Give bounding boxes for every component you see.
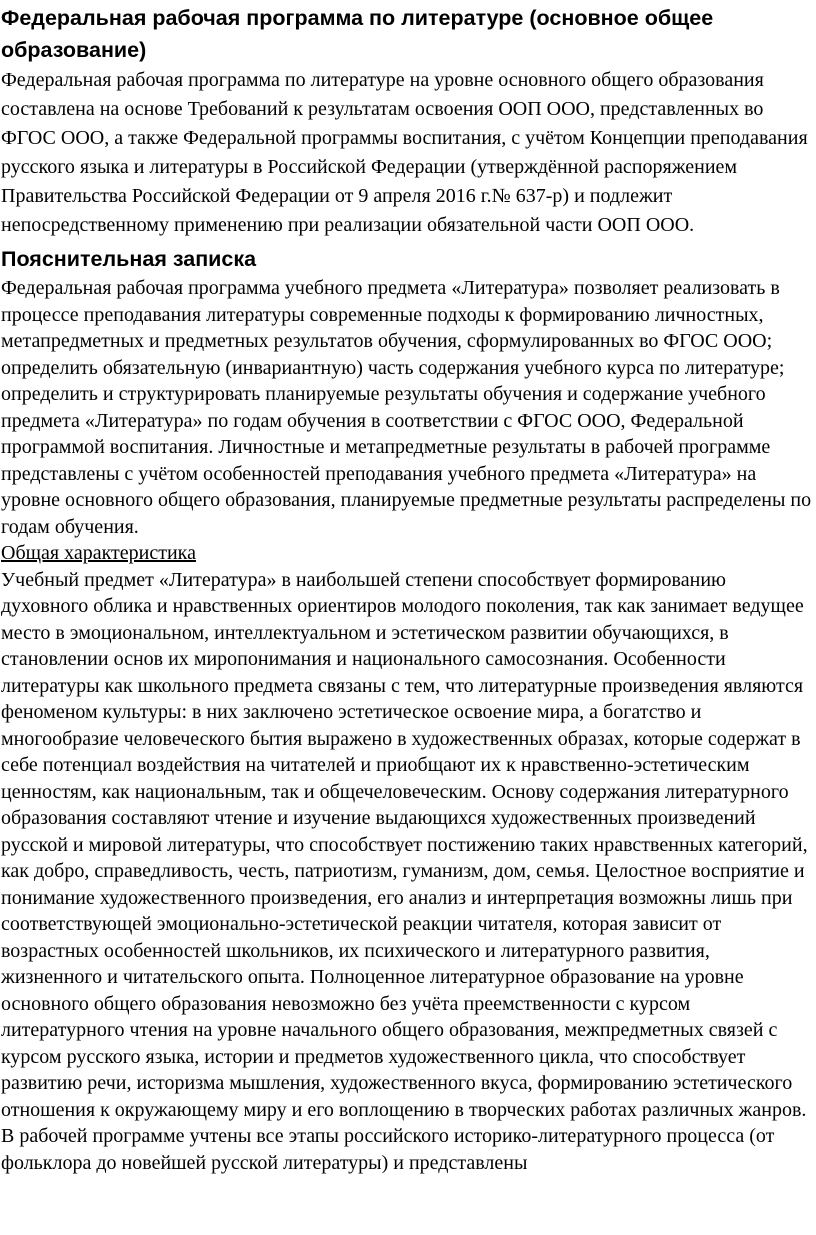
subsection-title: Общая характеристика <box>1 542 196 564</box>
section-title: Пояснительная записка <box>1 247 257 271</box>
subsection-paragraph: Учебный предмет «Литература» в наибольшей степени способствует формированию духовного облика и нравственных ориентиров молодого поколения, так как занимает ведущее место в эмоциональном, интеллектуальном и эстетическом развитии обучающихся, в становлении основ их миропонимания и национального самосознания. Особенности литературы как школьного предмета связаны с тем, что литературные произведения являются феноменом культуры: в них заключено эстетическое освоение мира, а богатство и многообразие человеческого бытия выражено в художественных образах, которые содержат в себе потенциал воздействия на читателей и приобщают их к нравственно-эстетическим ценностям, как национальным, так и общечеловеческим. Основу содержания литературного образования составляют чтение и изучение выдающихся художественных произведений русской и мировой литературы, что способствует постижению таких нравственных категорий, как добро, справедливость, честь, патриотизм, гуманизм, дом, семья. Целостное восприятие и понимание художественного произведения, его анализ и интерпретация возможны лишь при соответствующей эмоционально-эстетической реакции читателя, которая зависит от возрастных особенностей школьников, их психического и литературного развития, жизненного и читательского опыта. Полноценное литературное образование на уровне основного общего образования невозможно без учёта преемственности с курсом литературного чтения на уровне начального общего образования, межпредметных связей с курсом русского языка, истории и предметов художественного цикла, что способствует развитию речи, историзма мышления, художественного вкуса, формированию эстетического отношения к окружающему миру и его воплощению в творческих работах различных жанров. В рабочей программе учтены все этапы российского историко-литературного процесса (от фольклора до новейшей русской литературы) и представлены <box>1 568 808 1174</box>
document-title: Федеральная рабочая программа по литературе (основное общее образование) <box>1 6 714 62</box>
intro-paragraph: Федеральная рабочая программа по литературе на уровне основного общего образования составлена на основе Требований к результатам освоения ООП ООО, представленных во ФГОС ООО, а также Федеральной программы воспитания, с учётом Концепции преподавания русского языка и литературы в Российской Федерации (утверждённой распоряжением Правительства Российской Федерации от 9 апреля 2016 г.№ 637-р) и подлежит непосредственному применению при реализации обязательной части ООП ООО. <box>1 69 808 236</box>
section-paragraph: Федеральная рабочая программа учебного предмета «Литература» позволяет реализовать в процессе преподавания литературы современные подходы к формированию личностных, метапредметных и предметных результатов обучения, сформулированных во ФГОС ООО; определить обязательную (инвариантную) часть содержания учебного курса по литературе; определить и структурировать планируемые результаты обучения и содержание учебного предмета «Литература» по годам обучения в соответствии с ФГОС ООО, Федеральной программой воспитания. Личностные и метапредметные результаты в рабочей программе представлены с учётом особенностей преподавания учебного предмета «Литература» на уровне основного общего образования, планируемые предметные результаты распределены по годам обучения. <box>1 277 812 538</box>
